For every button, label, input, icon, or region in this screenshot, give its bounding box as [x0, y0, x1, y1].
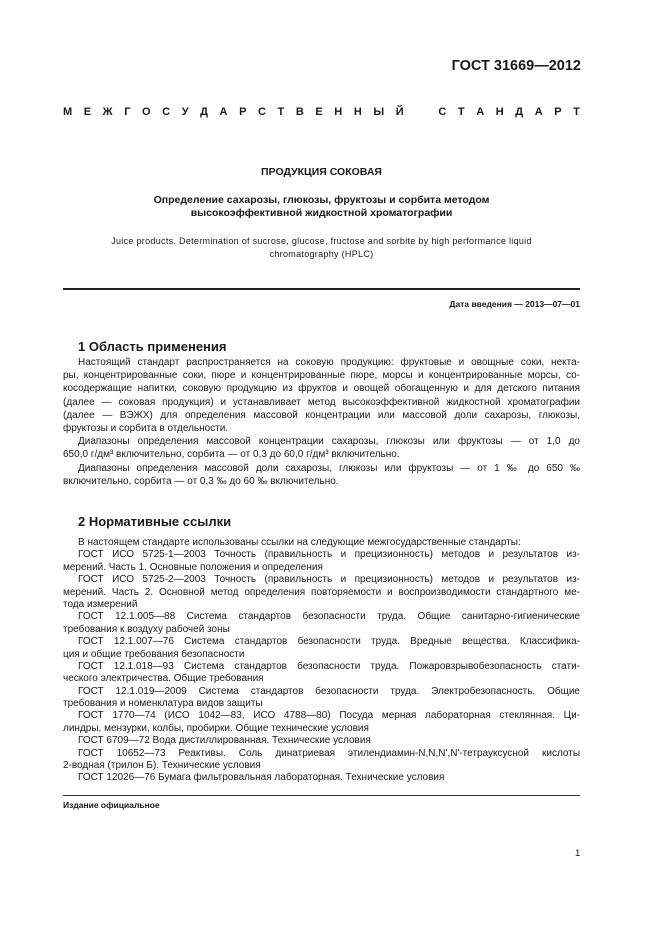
text-line: 2-водная (трилон Б). Технические условия — [63, 760, 261, 772]
text-line: ры, концентрированные соки, пюре и концентрированные пюре, морсы и концентрированные морсы, со- — [63, 370, 580, 382]
effective-date: Дата введения — 2013—07—01 — [449, 299, 580, 309]
banner-letter: С — [162, 106, 171, 118]
interstate-standard-banner — [63, 106, 580, 118]
text-line: фруктозы и сорбита в отдельности. — [63, 422, 229, 434]
text-line: ГОСТ 12.1.005—88 Система стандартов безопасности труда. Общие санитарно-гигиенические — [78, 611, 580, 623]
banner-letter: Р — [239, 106, 247, 118]
banner-letter: Т — [573, 106, 580, 118]
text-line: мерений. Часть 1. Основные положения и определения — [63, 561, 323, 573]
english-title-line: chromatography (HPLC) — [269, 249, 374, 259]
banner-letter: А — [476, 106, 485, 118]
text-line: ГОСТ 12.1.007—76 Система стандартов безопасности труда. Вредные вещества. Классифика- — [78, 636, 580, 648]
banner-letter: Р — [554, 106, 562, 118]
text-line: требования к воздуху рабочей зоны — [63, 623, 230, 635]
divider — [63, 288, 580, 290]
banner-letter: В — [295, 106, 304, 118]
banner-letter: Й — [395, 106, 404, 118]
banner-letter: Т — [277, 106, 285, 118]
banner-letter: Д — [515, 106, 524, 118]
official-edition-label: Издание официальное — [63, 800, 160, 810]
text-line: Диапазоны определения массовой концентрации сахарозы, глюкозы или фруктозы — от 1,0 до — [78, 436, 580, 448]
text-line: ГОСТ 6709—72 Вода дистиллированная. Технические условия — [78, 735, 371, 747]
section-1-body — [63, 356, 580, 488]
text-line: Диапазоны определения массовой доли сахарозы, глюкозы или фруктозы — от 1 ‰ до 650 ‰ — [78, 462, 580, 474]
text-line: ГОСТ 12.1.019—2009 Система стандартов безопасности труда. Электробезопасность. Общие — [78, 685, 580, 697]
text-line: ГОСТ 12.1.018—93 Система стандартов безопасности труда. Пожаровзрывобезопасность стати- — [78, 660, 580, 672]
text-line: ГОСТ 10652—73 Реактивы. Соль динатриевая этилендиамин-N,N,N',N'-тетрауксусной кислоты — [78, 747, 580, 759]
document-title: ПРОДУКЦИЯ СОКОВАЯ — [261, 166, 382, 178]
banner-letter: Г — [124, 106, 131, 118]
banner-letter: Е — [83, 106, 92, 118]
banner-letter: Ы — [373, 106, 385, 118]
banner-letter: А — [534, 106, 543, 118]
text-line: (далее — ВЭЖХ) для определения массовой концентрации или массовой доли сахарозы, глюкозы, — [63, 409, 580, 421]
text-line: ГОСТ ИСО 5725-1—2003 Точность (правильность и прецизионность) методов и результатов из- — [78, 549, 580, 561]
text-line: косодержащие напитки, соковую продукцию из фруктов и овощей обогащенную и для детского питания — [63, 383, 580, 395]
text-line: ция и общие требования безопасности — [63, 648, 245, 660]
text-line: В настоящем стандарте использованы ссылки на следующие межгосударственные стандарты: — [78, 537, 521, 548]
subtitle-line: Определение сахарозы, глюкозы, фруктозы и сорбита методом — [153, 194, 490, 206]
text-line: тода измерений — [63, 598, 138, 610]
banner-letter: Ж — [102, 106, 113, 118]
document-subtitle — [63, 194, 580, 220]
text-line: (далее — соковая продукция) и устанавливает метод высокоэффективной жидкостной хроматографии — [63, 396, 580, 408]
banner-letter: Н — [334, 106, 343, 118]
text-line: 650,0 г/дм³ включительно, сорбита — от 0,3 до 60,0 г/дм³ включительно. — [63, 449, 400, 461]
english-title — [63, 235, 580, 261]
banner-letter: А — [219, 106, 228, 118]
subtitle-line: высокоэффективной жидкостной хроматографии — [190, 207, 453, 219]
footer-divider — [63, 795, 580, 796]
text-line: ГОСТ 12026—76 Бумага фильтровальная лабораторная. Технические условия — [78, 772, 445, 784]
text-line: ГОСТ 1770—74 (ИСО 1042—83, ИСО 4788—80) Посуда мерная лабораторная стеклянная. Ци- — [78, 710, 580, 722]
section-2-heading: 2 Нормативные ссылки — [78, 514, 232, 529]
english-title-line: Juice products. Determination of sucrose, glucose, fructose and sorbite by high performance liquid — [111, 236, 532, 246]
text-line: ГОСТ ИСО 5725-2—2003 Точность (правильность и прецизионность) методов и результатов из- — [78, 574, 580, 586]
text-line: Настоящий стандарт распространяется на соковую продукцию: фруктовые и овощные соки, некта- — [78, 357, 580, 368]
banner-letter: Т — [457, 106, 465, 118]
banner-letter: О — [142, 106, 151, 118]
banner-letter: М — [63, 106, 73, 118]
standard-code: ГОСТ 31669—2012 — [451, 58, 581, 74]
banner-letter: С — [438, 106, 447, 118]
banner-letter: У — [181, 106, 189, 118]
banner-letter: С — [258, 106, 266, 118]
page-number: 1 — [575, 848, 581, 859]
text-line: включительно, сорбита — от 0,3 ‰ до 60 ‰ включительно. — [63, 475, 339, 487]
section-1-heading: 1 Область применения — [78, 339, 227, 354]
text-line: мерений. Часть 2. Основной метод определения повторяемости и воспроизводимости стандартного ме- — [63, 586, 580, 598]
text-line: ческого электричества. Общие требования — [63, 673, 264, 685]
text-line: линдры, мензурки, колбы, пробирки. Общие технические условия — [63, 722, 369, 734]
banner-letter: Н — [353, 106, 362, 118]
section-2-body — [63, 537, 580, 785]
banner-letter: Н — [495, 106, 504, 118]
text-line: требования и номенклатура видов защиты — [63, 698, 263, 710]
banner-letter: Е — [315, 106, 323, 118]
banner-letter: Д — [200, 106, 208, 118]
